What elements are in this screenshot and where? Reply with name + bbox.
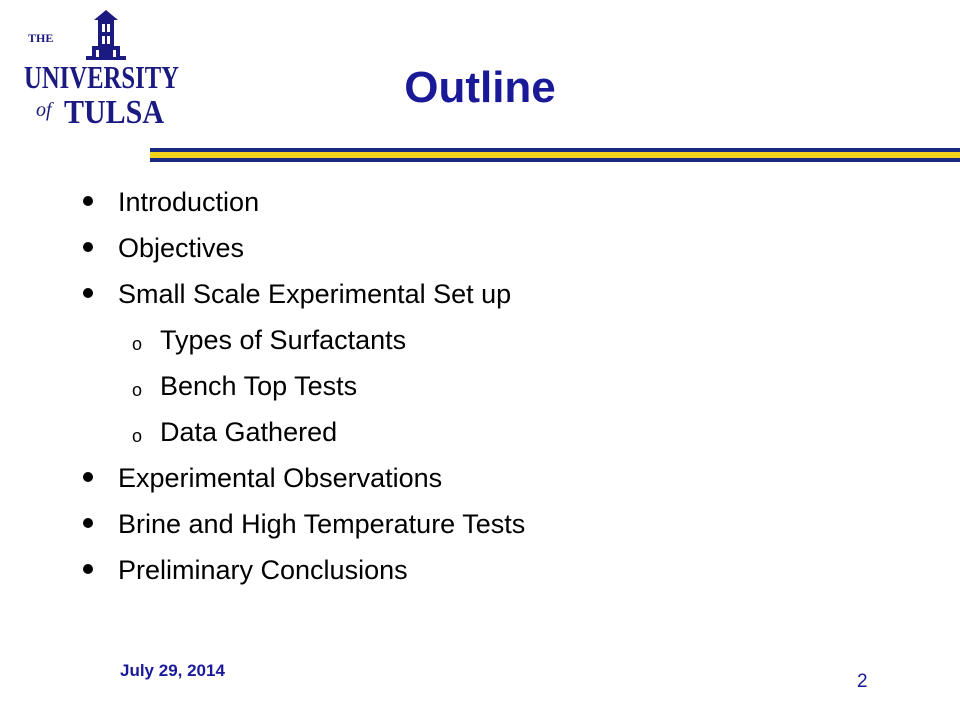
list-item-text: Small Scale Experimental Set up — [118, 279, 512, 309]
list-item-text: Introduction — [118, 187, 260, 217]
list-item-text: Bench Top Tests — [160, 371, 358, 401]
hollow-bullet-icon: o — [132, 426, 143, 446]
list-item-text: Data Gathered — [160, 417, 338, 447]
list-item-text: Objectives — [118, 233, 245, 263]
bullet-icon — [80, 462, 100, 494]
bullet-icon — [80, 554, 100, 586]
list-item-text: Types of Surfactants — [160, 325, 407, 355]
bullet-icon — [80, 232, 100, 264]
bullet-icon — [80, 508, 100, 540]
rule-blue-bottom — [150, 158, 960, 162]
hollow-bullet-icon: o — [132, 334, 143, 354]
page-number: 2 — [857, 671, 868, 692]
logo-of: of — [36, 99, 52, 121]
list-item-text: Experimental Observations — [118, 463, 443, 493]
list-item-text: Brine and High Temperature Tests — [118, 509, 526, 539]
logo-university: UNIVERSITY — [24, 59, 179, 95]
bullet-icon — [80, 186, 100, 218]
slide-title: Outline — [404, 63, 556, 112]
title-rule — [150, 148, 960, 164]
list-item-text: Preliminary Conclusions — [118, 555, 408, 585]
logo-tulsa: TULSA — [64, 94, 165, 131]
logo-the: THE — [28, 31, 54, 45]
hollow-bullet-icon: o — [132, 380, 143, 400]
bullet-icon — [80, 278, 100, 310]
footer-date: July 29, 2014 — [120, 661, 225, 680]
